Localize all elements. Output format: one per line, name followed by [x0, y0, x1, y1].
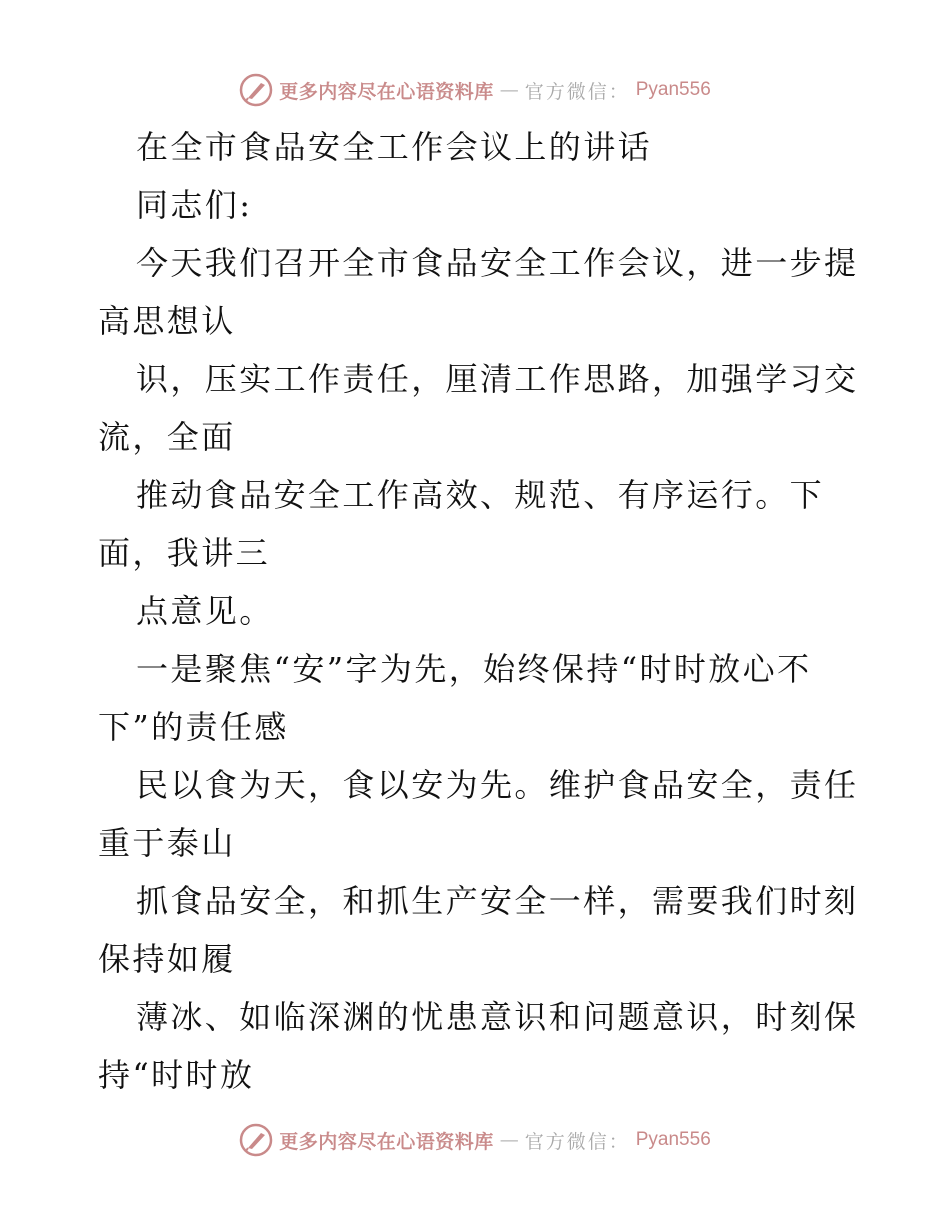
- watermark-dash: —: [499, 79, 519, 101]
- text-line: 流，全面: [98, 418, 236, 456]
- document-body: [98, 118, 859, 1104]
- watermark-wechat-label: 官方微信：: [524, 80, 630, 103]
- document-title: 在全市食品安全工作会议上的讲话: [136, 128, 653, 166]
- text-line: 高思想认: [98, 302, 236, 340]
- watermark-banner-bottom: [0, 1120, 950, 1160]
- watermark-banner-top: [0, 70, 950, 110]
- watermark-wechat-label: 官方微信：: [524, 1130, 630, 1153]
- text-line: 民以食为天，食以安为先。维护食品安全，责任: [136, 766, 859, 804]
- watermark-dash: —: [499, 1129, 519, 1151]
- watermark-brand-text: 更多内容尽在心语资料库: [279, 1130, 494, 1153]
- text-line: 抓食品安全，和抓生产安全一样，需要我们时刻: [136, 882, 859, 920]
- text-line: 识，压实工作责任，厘清工作思路，加强学习交: [136, 360, 859, 398]
- text-line: 今天我们召开全市食品安全工作会议，进一步提: [136, 244, 859, 282]
- quill-logo-icon: [239, 73, 273, 107]
- text-line: 一是聚焦“安”字为先，始终保持“时时放心不: [136, 650, 812, 688]
- text-line: 点意见。: [136, 592, 274, 630]
- watermark-wechat-id: Pyan556: [635, 79, 711, 100]
- text-line: 推动食品安全工作高效、规范、有序运行。下: [136, 476, 825, 514]
- text-line: 薄冰、如临深渊的忧患意识和问题意识，时刻保: [136, 998, 859, 1036]
- text-line: 保持如履: [98, 940, 236, 978]
- text-line: 重于泰山: [98, 824, 236, 862]
- text-line: 持“时时放: [98, 1056, 255, 1094]
- text-line: 面，我讲三: [98, 534, 271, 572]
- text-line: 同志们:: [136, 186, 253, 224]
- watermark-wechat-id: Pyan556: [635, 1129, 711, 1150]
- watermark-brand-text: 更多内容尽在心语资料库: [279, 80, 494, 103]
- text-line: 下”的责任感: [98, 708, 289, 746]
- quill-logo-icon: [239, 1123, 273, 1157]
